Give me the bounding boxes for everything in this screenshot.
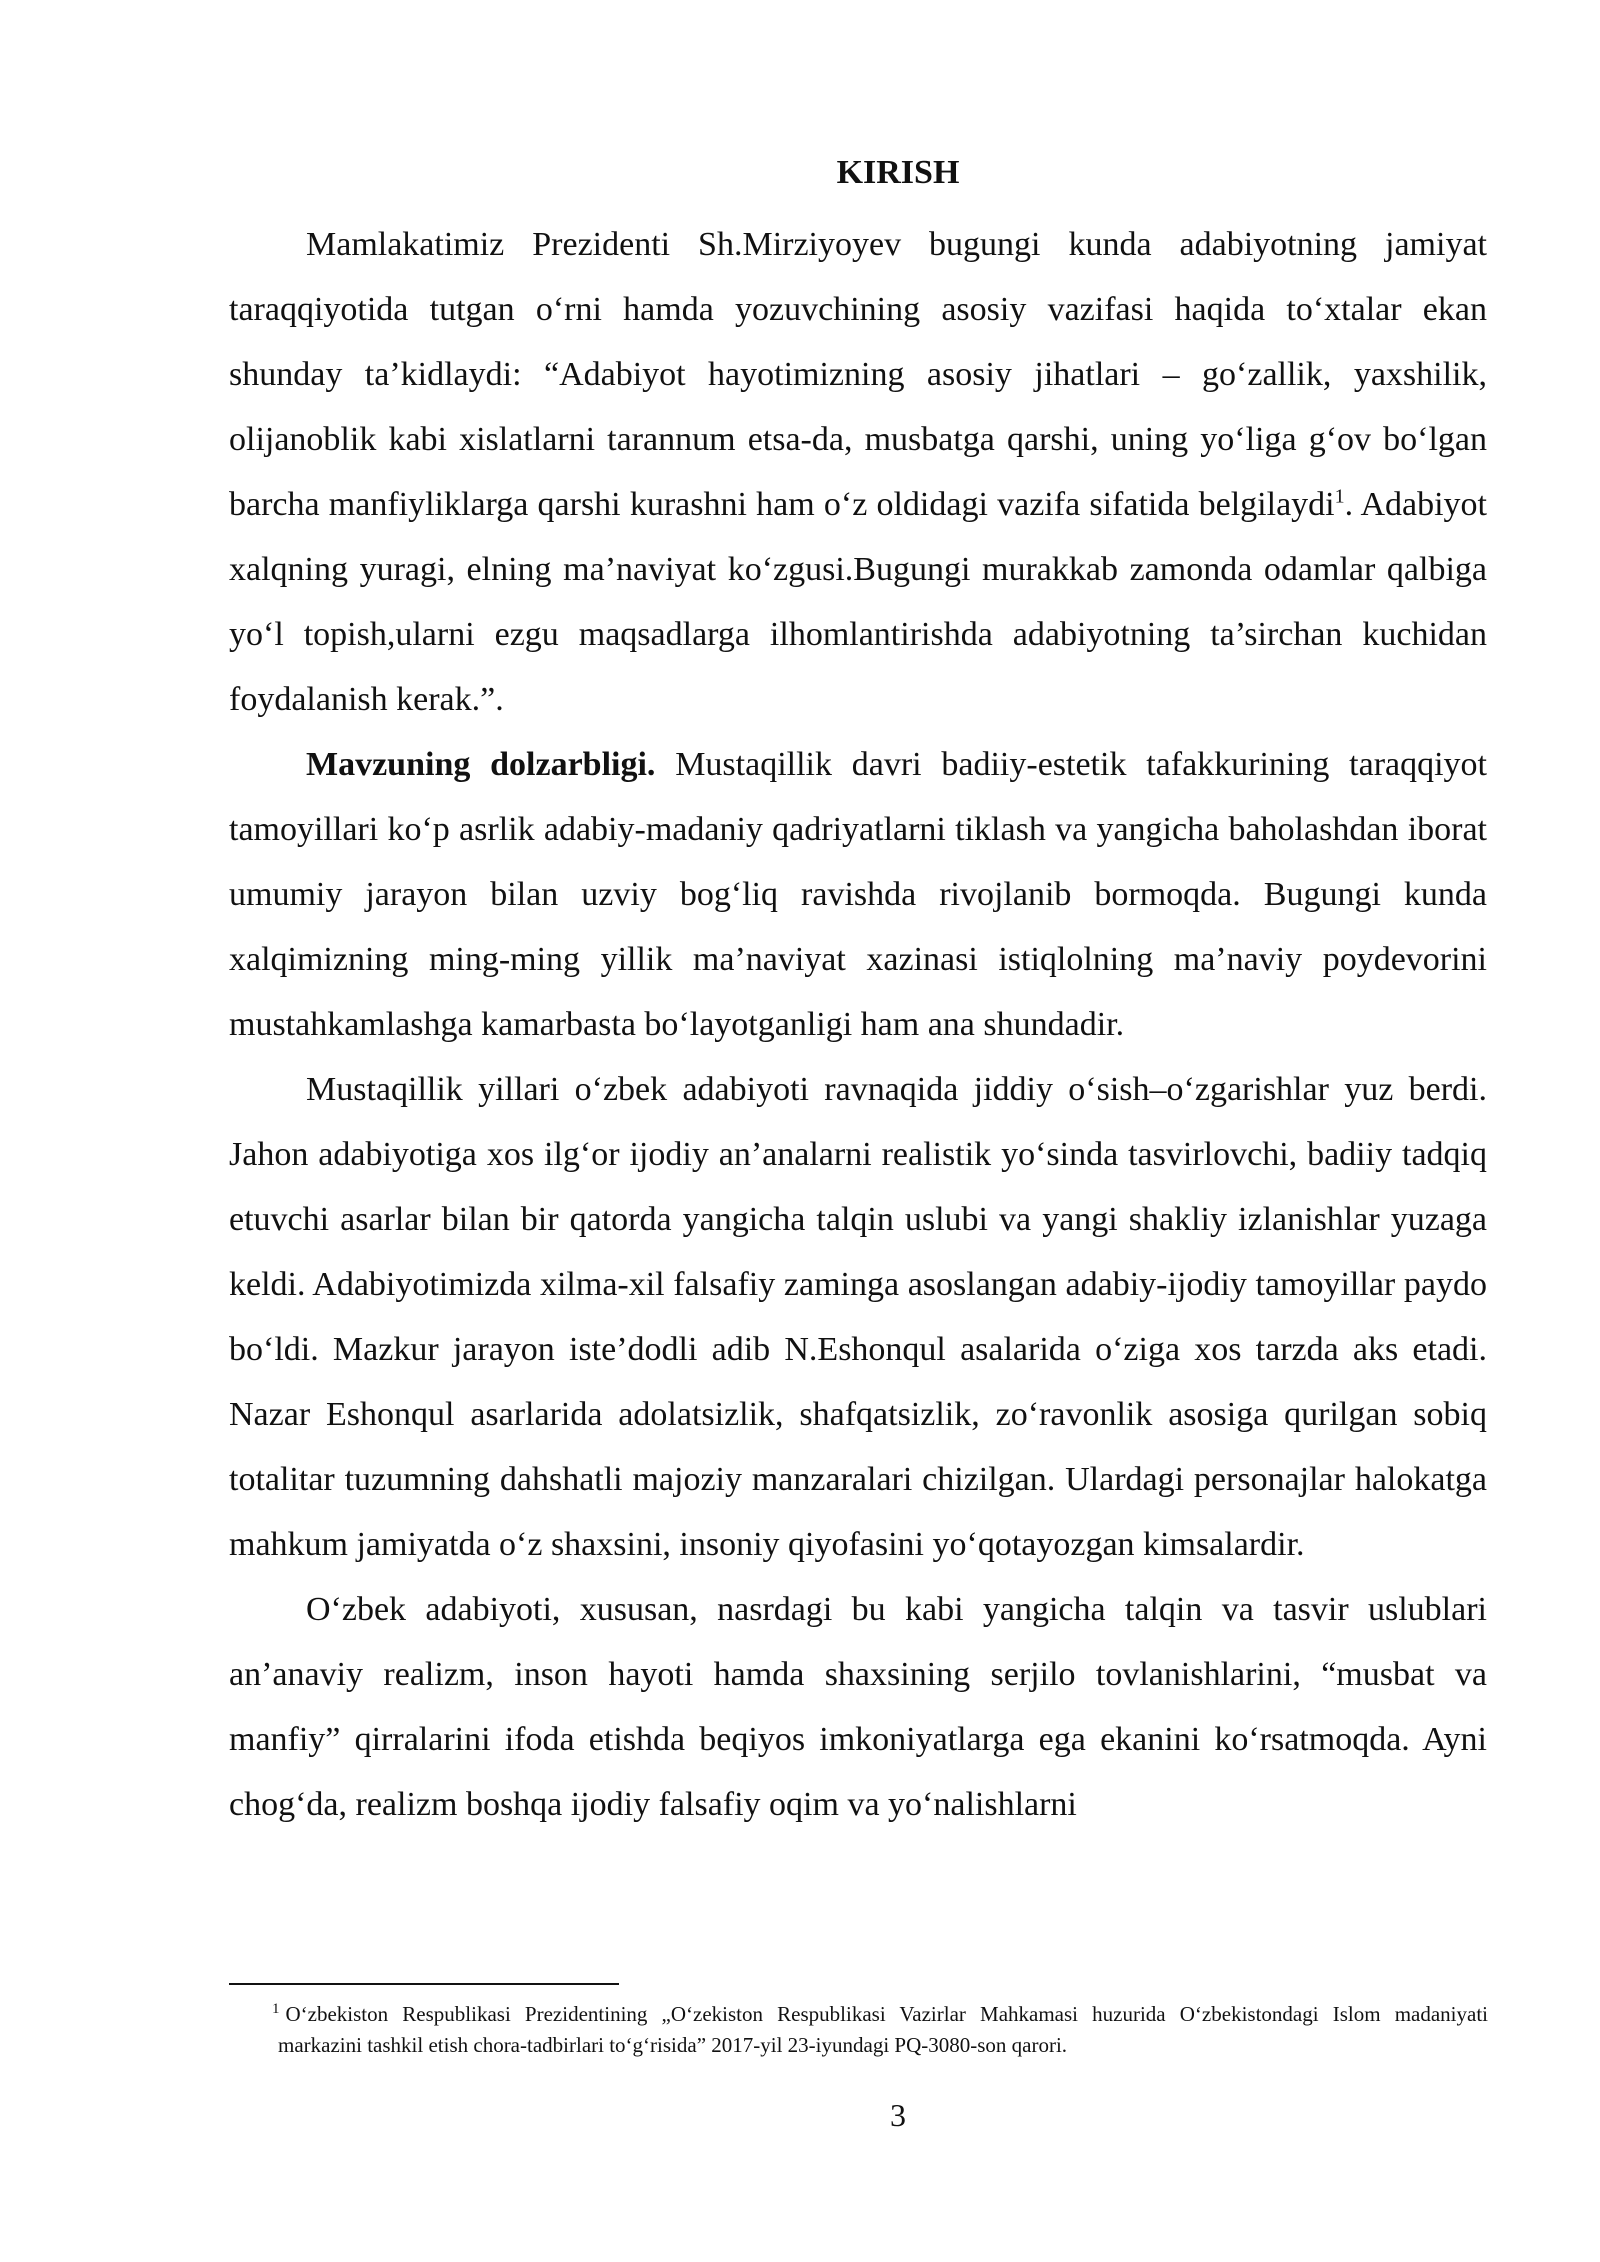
section-heading: KIRISH (836, 154, 960, 191)
footnote-marker: 1 (272, 2001, 280, 2017)
footnote-text: O‘zbekiston Respublikasi Prezidentining „O‘zekiston Respublikasi Vazirlar Mahkamasi huzurida O‘zbekistondagi Islom madaniyati markazini tashkil etish chora-tadbirlari to‘g‘risida” 2017-yil 23-iyundagi PQ-3080-son qarori. (278, 2002, 1488, 2057)
relevance-text: Mustaqillik davri badiiy-estetik tafakkurining taraqqiyot tamoyillari ko‘p asrlik adabiy-madaniy qadriyatlarni tiklash va yangicha baholashdan iborat umumiy jarayon bilan uzviy bog‘liq ravishda rivojlanib bormoqda. Bugungi kunda xalqimizning ming-ming yillik ma’naviyat xazinasi istiqlolning ma’naviy poydevorini mustahkamlashga kamarbasta bo‘layotganligi ham ana shundadir. (229, 746, 1487, 1043)
paragraph-independence-years: Mustaqillik yillari o‘zbek adabiyoti ravnaqida jiddiy o‘sish–o‘zgarishlar yuz berdi. Jahon adabiyotiga xos ilg‘or ijodiy an’analarni realistik yo‘sinda tasvirlovchi, badiiy tadqiq etuvchi asarlar bilan bir qatorda yangicha talqin uslubi va yangi shakliy izlanishlar yuzaga keldi. Adabiyotimizda xilma-xil falsafiy zaminga asoslangan adabiy-ijodiy tamoyillar paydo bo‘ldi. Mazkur jarayon iste’dodli adib N.Eshonqul asalarida o‘ziga xos tarzda aks etadi. Nazar Eshonqul asarlarida adolatsizlik, shafqatsizlik, zo‘ravonlik asosiga qurilgan sobiq totalitar tuzumning dahshatli majoziy manzaralari chizilgan. Ulardagi personajlar halokatga mahkum jamiyatda o‘z shaxsini, insoniy qiyofasini yo‘qotayozgan kimsalardir. (229, 1071, 1487, 1563)
paragraph-intro-text: Mamlakatimiz Prezidenti Sh.Mirziyoyev bugungi kunda adabiyotning jamiyat taraqqiyotida tutgan o‘rni hamda yozuvchining asosiy vazifasi haqida to‘xtalar ekan shunday ta’kidlaydi: “Adabiyot hayotimizning asosiy jihatlari – go‘zallik, yaxshilik, olijanoblik kabi xislatlarni tarannum etsa-da, musbatga qarshi, uning yo‘liga g‘ov bo‘lgan barcha manfiyliklarga qarshi kurashni ham o‘z oldidagi vazifa sifatida belgilaydi (229, 226, 1487, 523)
relevance-lead: Mavzuning dolzarbligi. (306, 746, 656, 783)
page-number: 3 (890, 2097, 906, 2133)
paragraph-uzbek-literature: O‘zbek adabiyoti, xususan, nasrdagi bu kabi yangicha talqin va tasvir uslublari an’anaviy realizm, inson hayoti hamda shaxsining serjilo tovlanishlarini, “musbat va manfiy” qirralarini ifoda etishda beqiyos imkoniyatlarga ega ekanini ko‘rsatmoqda. Ayni chog‘da, realizm boshqa ijodiy falsafiy oqim va yo‘nalishlarni (229, 1591, 1487, 1823)
footnote-separator (229, 1983, 619, 1985)
paragraph-intro (229, 212, 1487, 732)
paragraph-intro-continuation: . Adabiyot xalqning yuragi, elning ma’naviyat ko‘zgusi.Bugungi murakkab zamonda odamlar qalbiga yo‘l topish,ularni ezgu maqsadlarga ilhomlantirishda adabiyotning ta’sirchan kuchidan foydalanish kerak.”. (229, 486, 1487, 718)
footnote-reference[interactable]: 1 (1334, 485, 1345, 508)
paragraph-relevance (229, 732, 1487, 1057)
footnote (272, 1999, 1488, 2061)
body-text (229, 212, 1487, 1837)
